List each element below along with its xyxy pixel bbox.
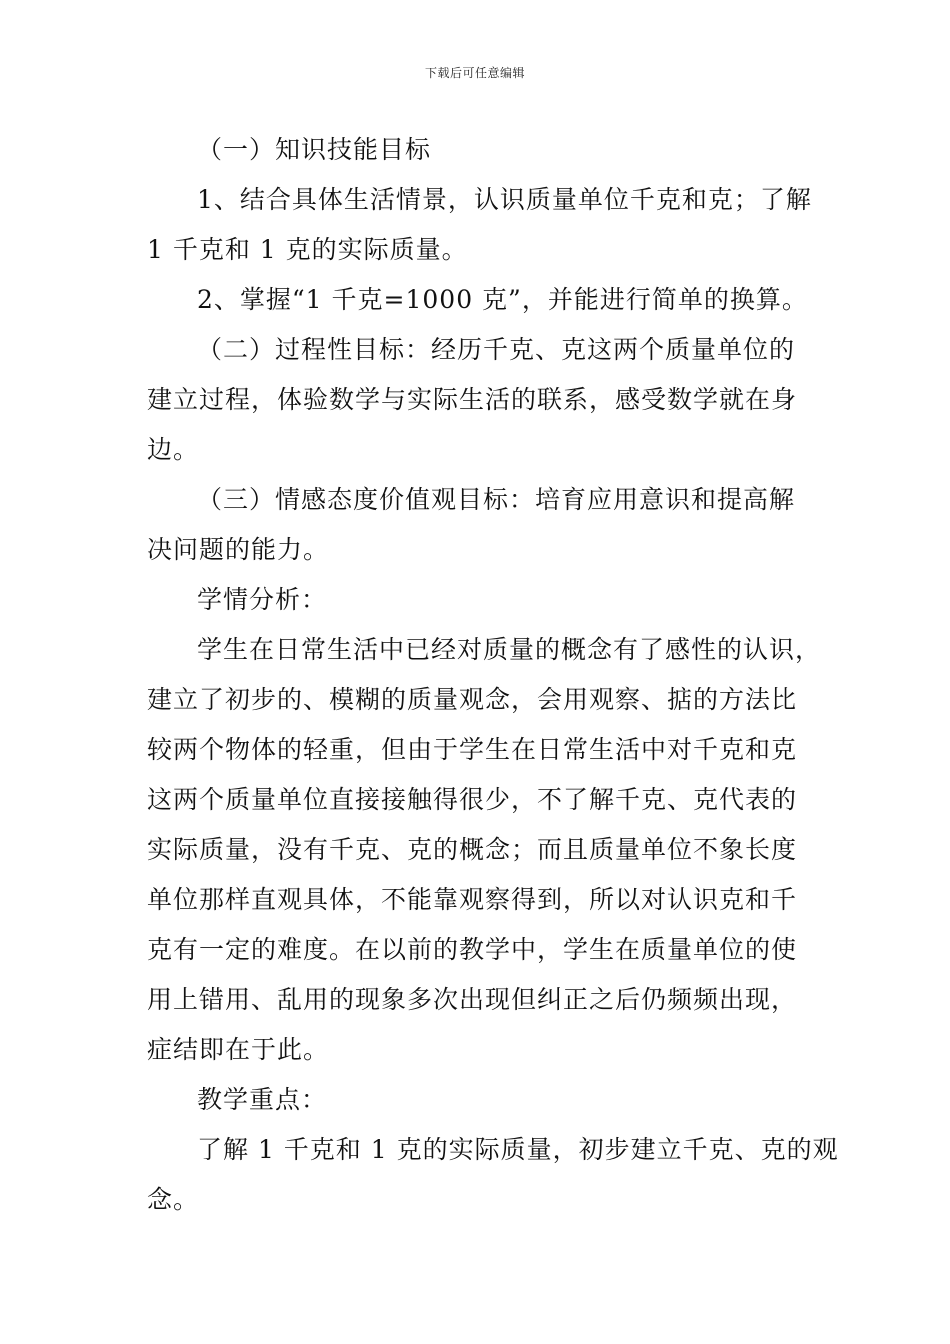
- paragraph-line: 决问题的能力。: [147, 535, 330, 564]
- paragraph-line: 症结即在于此。: [147, 1035, 330, 1064]
- section-heading-teaching-focus: 教学重点：: [197, 1085, 328, 1114]
- page-header: 下载后可任意编辑: [424, 66, 525, 80]
- paragraph-line: 用上错用、乱用的现象多次出现但纠正之后仍频频出现，: [147, 985, 798, 1014]
- paragraph-line: 这两个质量单位直接接触得很少，不了解千克、克代表的: [147, 785, 798, 814]
- section-heading-attitude-goals: （三）情感态度价值观目标：培育应用意识和提高解: [197, 485, 796, 514]
- paragraph-line: 学生在日常生活中已经对质量的概念有了感性的认识，: [197, 635, 822, 664]
- paragraph-line: 了解 1 千克和 1 克的实际质量，初步建立千克、克的观: [197, 1135, 839, 1164]
- paragraph-line: 建立了初步的、模糊的质量观念，会用观察、掂的方法比: [147, 685, 798, 714]
- paragraph-line: 1、结合具体生活情景，认识质量单位千克和克；了解: [197, 185, 812, 214]
- paragraph-line: 建立过程，体验数学与实际生活的联系，感受数学就在身: [147, 385, 798, 414]
- paragraph-line: 实际质量，没有千克、克的概念；而且质量单位不象长度: [147, 835, 798, 864]
- section-heading-learning-analysis: 学情分析：: [197, 585, 328, 614]
- paragraph-line: 克有一定的难度。在以前的教学中，学生在质量单位的使: [147, 935, 798, 964]
- paragraph-line: 2、掌握“1 千克=1000 克”，并能进行简单的换算。: [197, 285, 808, 314]
- paragraph-line: 念。: [147, 1185, 200, 1214]
- paragraph-line: 较两个物体的轻重，但由于学生在日常生活中对千克和克: [147, 735, 798, 764]
- section-heading-knowledge-goals: （一）知识技能目标: [197, 135, 432, 164]
- paragraph-line: 边。: [147, 435, 200, 464]
- paragraph-line: 1 千克和 1 克的实际质量。: [147, 235, 468, 264]
- section-heading-process-goals: （二）过程性目标：经历千克、克这两个质量单位的: [197, 335, 796, 364]
- paragraph-line: 单位那样直观具体，不能靠观察得到，所以对认识克和千: [147, 885, 798, 914]
